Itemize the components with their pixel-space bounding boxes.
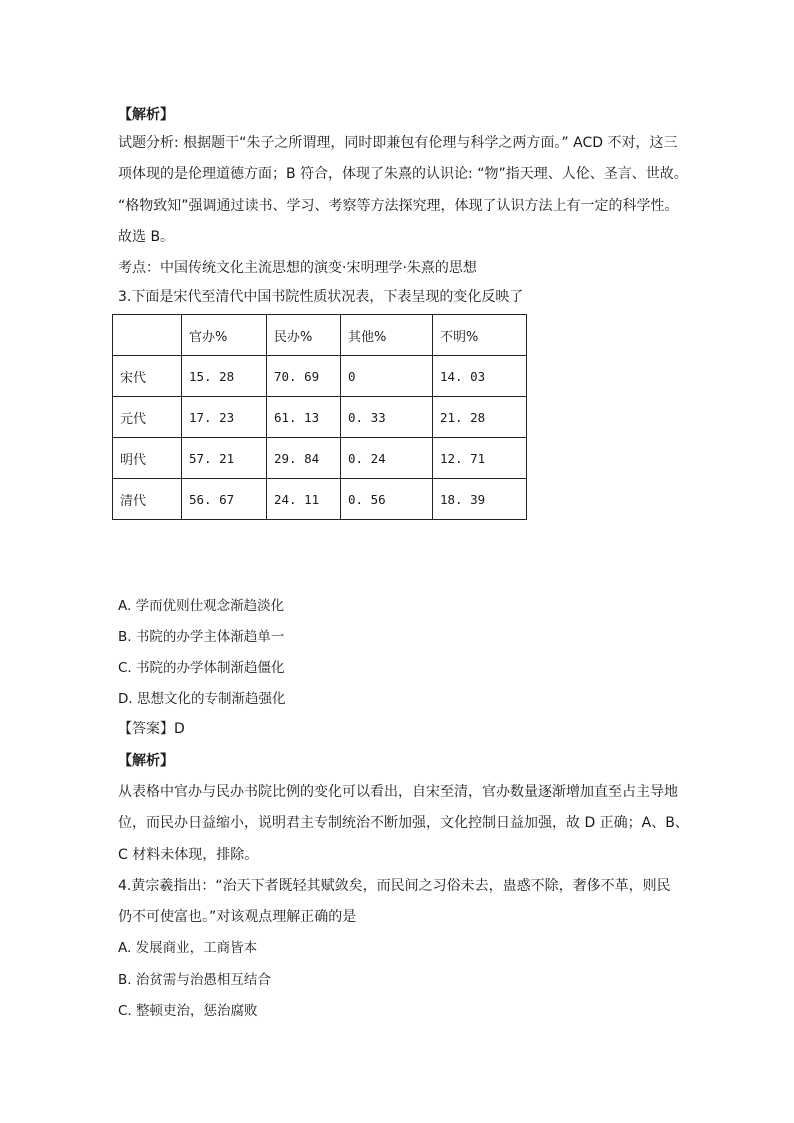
q3-analysis-heading: 【解析】 bbox=[118, 753, 174, 769]
table-row bbox=[113, 356, 527, 397]
table-cell: 70. 69 bbox=[267, 356, 341, 397]
table-header-cell: 官办% bbox=[182, 315, 267, 356]
table-cell: 24. 11 bbox=[267, 479, 341, 520]
table-row bbox=[113, 397, 527, 438]
q2-analysis-heading: 【解析】 bbox=[118, 107, 174, 123]
table-cell: 61. 13 bbox=[267, 397, 341, 438]
table-cell: 29. 84 bbox=[267, 438, 341, 479]
q3-analysis-line: C 材料未体现，排除。 bbox=[118, 847, 259, 863]
q3-analysis-line: 从表格中官办与民办书院比例的变化可以看出，自宋至清，官办数量逐渐增加直至占主导地 bbox=[118, 784, 678, 800]
table-cell: 15. 28 bbox=[182, 356, 267, 397]
table-header-cell: 不明% bbox=[433, 315, 527, 356]
q4-stem-line: 仍不可使富也。”对该观点理解正确的是 bbox=[118, 909, 357, 925]
table-cell: 宋代 bbox=[113, 356, 182, 397]
q3-option-c: C. 书院的办学体制渐趋僵化 bbox=[118, 660, 285, 676]
table-cell: 元代 bbox=[113, 397, 182, 438]
q4-option-b: B. 治贫需与治愚相互结合 bbox=[118, 972, 271, 988]
table-cell: 0 bbox=[341, 356, 433, 397]
table-cell: 清代 bbox=[113, 479, 182, 520]
table-header-cell: 其他% bbox=[341, 315, 433, 356]
table-header-cell bbox=[113, 315, 182, 356]
table-cell: 18. 39 bbox=[433, 479, 527, 520]
q3-answer: 【答案】D bbox=[118, 721, 185, 737]
table-header-cell: 民办% bbox=[267, 315, 341, 356]
table-cell: 14. 03 bbox=[433, 356, 527, 397]
table-cell: 0. 56 bbox=[341, 479, 433, 520]
q4-stem-line: 4.黄宗羲指出：“治天下者既轻其赋敛矣，而民间之习俗未去，蛊惑不除，奢侈不革，则民 bbox=[118, 878, 671, 894]
table-row bbox=[113, 479, 527, 520]
q3-option-b: B. 书院的办学主体渐趋单一 bbox=[118, 629, 285, 645]
table-header-row bbox=[113, 315, 527, 356]
q2-analysis-line: 试题分析: 根据题干“朱子之所谓理，同时即兼包有伦理与科学之两方面。” ACD 不对，这三 bbox=[118, 135, 678, 151]
table-cell: 17. 23 bbox=[182, 397, 267, 438]
table-cell: 12. 71 bbox=[433, 438, 527, 479]
q2-analysis-line: 项体现的是伦理道德方面；B 符合，体现了朱熹的认识论: “物”指天理、人伦、圣言、世故。 bbox=[118, 166, 688, 182]
table-cell: 21. 28 bbox=[433, 397, 527, 438]
q3-analysis-line: 位，而民办日益缩小，说明君主专制统治不断加强，文化控制日益加强，故 D 正确；A、B、 bbox=[118, 815, 689, 831]
q3-option-d: D. 思想文化的专制渐趋强化 bbox=[118, 691, 286, 707]
q2-kaodian: 考点：中国传统文化主流思想的演变·宋明理学·朱熹的思想 bbox=[118, 260, 477, 276]
q4-option-c: C. 整顿吏治，惩治腐败 bbox=[118, 1003, 258, 1019]
table-cell: 明代 bbox=[113, 438, 182, 479]
table-cell: 0. 33 bbox=[341, 397, 433, 438]
table-row bbox=[113, 438, 527, 479]
q2-analysis-line: 故选 B。 bbox=[118, 229, 175, 245]
q3-option-a: A. 学而优则仕观念渐趋淡化 bbox=[118, 598, 285, 614]
q3-table bbox=[112, 314, 527, 520]
table-cell: 0. 24 bbox=[341, 438, 433, 479]
q2-analysis-line: “格物致知”强调通过读书、学习、考察等方法探究理，体现了认识方法上有一定的科学性。 bbox=[118, 198, 679, 214]
q3-stem: 3.下面是宋代至清代中国书院性质状况表，下表呈现的变化反映了 bbox=[118, 289, 524, 305]
table-cell: 57. 21 bbox=[182, 438, 267, 479]
table-cell: 56. 67 bbox=[182, 479, 267, 520]
q4-option-a: A. 发展商业，工商皆本 bbox=[118, 940, 258, 956]
